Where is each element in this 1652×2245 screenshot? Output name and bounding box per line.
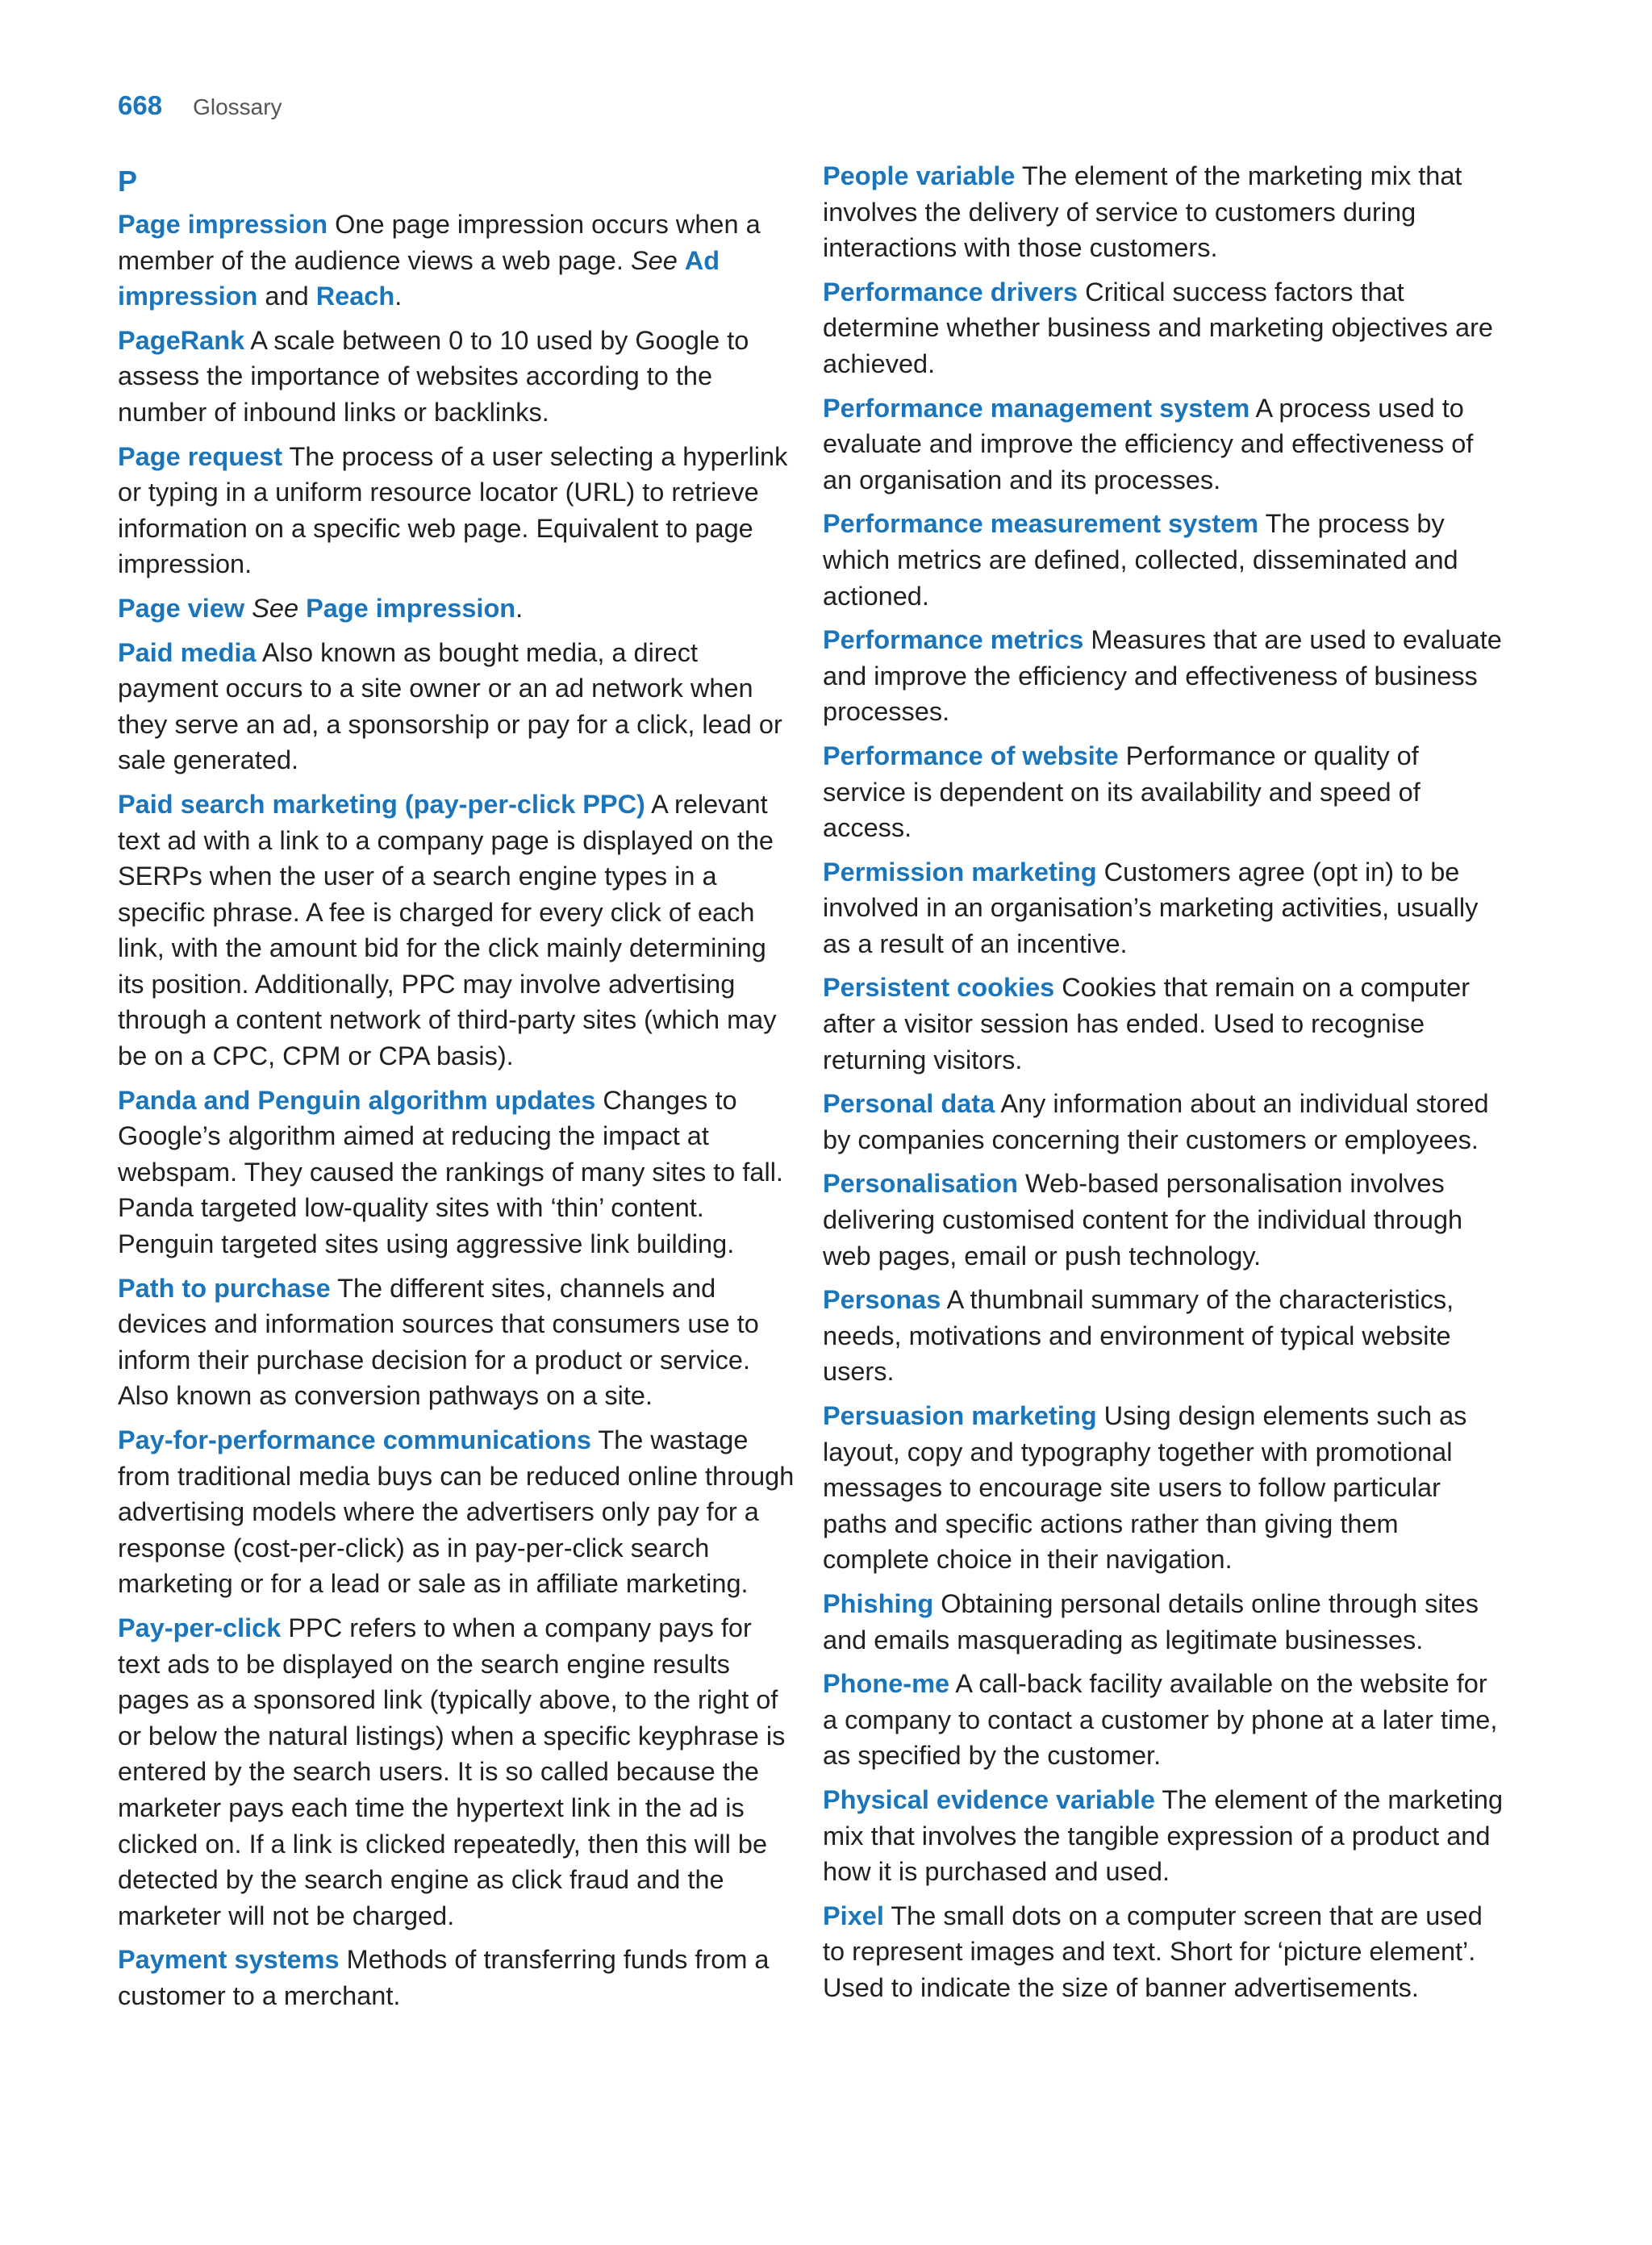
glossary-definition: Performance or quality of service is dependent on its availability and speed of access. (823, 741, 1420, 843)
glossary-entry (118, 1422, 795, 1602)
glossary-term: Page impression (118, 210, 328, 239)
glossary-entry (118, 635, 795, 778)
glossary-term: Pay-per-click (118, 1613, 282, 1642)
glossary-entry (823, 1898, 1508, 2006)
glossary-definition: The process by which metrics are defined, collected, disseminated and actioned. (823, 509, 1458, 611)
glossary-definition: The wastage from traditional media buys can be reduced online through advertising models where the advertisers only pay for a response (cost-per-click) as in pay-per-click search marketing or for a lead or sale as in affiliate marketing. (118, 1425, 795, 1599)
glossary-entry (823, 1666, 1508, 1774)
glossary-term: Payment systems (118, 1945, 340, 1975)
glossary-term: Paid search marketing (pay-per-click PPC) (118, 789, 645, 819)
glossary-entry (823, 1166, 1508, 1274)
glossary-definition: Cookies that remain on a computer after a visitor session has ended. Used to recognise returning visitors. (823, 973, 1471, 1075)
glossary-entry (823, 854, 1508, 962)
glossary-definition: The small dots on a computer screen that are used to represent images and text. Short for ‘picture element’. Used to indicate the size of banner advertisements. (823, 1901, 1483, 2002)
glossary-term: Persuasion marketing (823, 1401, 1097, 1430)
left-column (118, 158, 795, 2022)
glossary-definition: Obtaining personal details online through sites and emails masquerading as legitimate businesses. (823, 1588, 1479, 1655)
glossary-term: Personalisation (823, 1169, 1019, 1199)
glossary-definition: A thumbnail summary of the characteristics, needs, motivations and environment of typical website users. (823, 1285, 1454, 1387)
glossary-entry (118, 787, 795, 1075)
glossary-term: Performance of website (823, 741, 1119, 770)
glossary-term: Performance management system (823, 393, 1250, 423)
glossary-term: Personas (823, 1285, 941, 1315)
glossary-term: Pixel (823, 1901, 884, 1930)
cross-reference: Page impression (306, 593, 516, 623)
glossary-term: Physical evidence variable (823, 1784, 1155, 1814)
glossary-definition: A call-back facility available on the website for a company to contact a customer by phone at a later time, as specified by the customer. (823, 1669, 1498, 1771)
right-column (823, 158, 1508, 2014)
glossary-definition: One page impression occurs when a member of the audience views a web page. (118, 210, 761, 275)
glossary-term: PageRank (118, 325, 245, 355)
glossary-definition: The process of a user selecting a hyperlink or typing in a uniform resource locator (URL) to retrieve information on a specific web page. Equivalent to page impression. (118, 441, 788, 579)
punctuation: . (394, 282, 403, 311)
section-letter: P (118, 165, 138, 198)
glossary-entry (823, 1586, 1508, 1658)
glossary-definition: The element of the marketing mix that involves the delivery of service to customers during interactions with those customers. (823, 161, 1462, 263)
glossary-entry (823, 274, 1508, 382)
glossary-term: People variable (823, 161, 1016, 190)
glossary-definition: A scale between 0 to 10 used by Google to assess the importance of websites according to the number of inbound links or backlinks. (118, 325, 749, 427)
glossary-entry (823, 506, 1508, 614)
glossary-definition: A relevant text ad with a link to a company page is displayed on the SERPs when the user of a search engine types in a specific phrase. A fee is charged for every click of each link, with the amount bid for the click mainly determining its position. Additionally, PPC may involve advertising through a content network of third-party sites (which may be on a CPC, CPM or CPA basis). (118, 789, 777, 1071)
glossary-entry (118, 1083, 795, 1262)
glossary-term: Page view (118, 593, 245, 623)
punctuation: . (515, 593, 524, 623)
glossary-definition: Customers agree (opt in) to be involved in an organisation’s marketing activities, usually as a result of an incentive. (823, 857, 1479, 958)
glossary-definition: A process used to evaluate and improve the efficiency and effectiveness of an organisation and its processes. (823, 393, 1474, 494)
glossary-entry (823, 1086, 1508, 1158)
running-title: Glossary (193, 94, 282, 119)
glossary-entry (118, 1942, 795, 2013)
glossary-term: Permission marketing (823, 857, 1097, 887)
glossary-term: Page request (118, 441, 283, 471)
glossary-term: Performance measurement system (823, 509, 1259, 539)
page-header (118, 90, 282, 131)
glossary-entry (823, 1282, 1508, 1390)
glossary-definition: Any information about an individual stored by companies concerning their customers or employees. (823, 1089, 1489, 1154)
glossary-entry (823, 738, 1508, 846)
glossary-entry (823, 158, 1508, 266)
glossary-entry (118, 439, 795, 582)
glossary-term: Paid media (118, 637, 257, 667)
see-also-label: See (630, 245, 678, 275)
glossary-definition: The element of the marketing mix that involves the tangible expression of a product and how it is purchased and used. (823, 1784, 1504, 1887)
glossary-definition: Measures that are used to evaluate and improve the efficiency and effectiveness of business processes. (823, 625, 1502, 727)
glossary-definition: Methods of transferring funds from a customer to a merchant. (118, 1945, 770, 2010)
glossary-term: Panda and Penguin algorithm updates (118, 1085, 596, 1115)
glossary-entry (118, 1271, 795, 1414)
glossary-term: Pay-for-performance communications (118, 1425, 591, 1454)
glossary-term: Personal data (823, 1089, 995, 1119)
cross-reference: Ad impression (118, 245, 720, 311)
glossary-term: Performance drivers (823, 277, 1078, 307)
glossary-entry (823, 622, 1508, 730)
glossary-definition: The different sites, channels and devices and information sources that consumers use to inform their purchase decision for a product or service. Also known as conversion pathways on a site. (118, 1273, 759, 1411)
cross-reference: Reach (315, 282, 395, 311)
glossary-term: Persistent cookies (823, 973, 1055, 1003)
glossary-definition: Critical success factors that determine whether business and marketing objectives are achieved. (823, 277, 1494, 378)
glossary-definition: PPC refers to when a company pays for text ads to be displayed on the search engine results pages as a sponsored link (typically above, to the right of or below the natural listings) when a specific keyphrase is entered by the search users. It is so called because the marketer pays each time the hypertext link in the ad is clicked on. If a link is clicked repeatedly, then this will be detected by the search engine as click fraud and the marketer will not be charged. (118, 1613, 786, 1930)
see-also-label: See (244, 593, 307, 623)
glossary-entry (118, 323, 795, 431)
glossary-definition: Using design elements such as layout, copy and typography together with promotional messages to encourage site users to follow particular paths and specific actions rather than giving them complete choice in their navigation. (823, 1401, 1467, 1575)
glossary-term: Performance metrics (823, 625, 1084, 655)
glossary-entry (118, 1610, 795, 1934)
conjunction: and (257, 282, 316, 311)
glossary-entry (823, 390, 1508, 499)
glossary-term: Path to purchase (118, 1273, 331, 1303)
glossary-entry (118, 207, 795, 315)
glossary-definition: Web-based personalisation involves delivering customised content for the individual through web pages, email or push technology. (823, 1169, 1463, 1271)
page-number: 668 (118, 90, 163, 120)
glossary-entry (823, 970, 1508, 1078)
glossary-entry (823, 1398, 1508, 1578)
glossary-term: Phishing (823, 1588, 934, 1618)
glossary-definition: Also known as bought media, a direct payment occurs to a site owner or an ad network when they serve an ad, a sponsorship or pay for a click, lead or sale generated. (118, 637, 782, 775)
glossary-definition: Changes to Google’s algorithm aimed at reducing the impact at webspam. They caused the rankings of many sites to fall. Panda targeted low-quality sites with ‘thin’ content. Penguin targeted sites using aggressive link building. (118, 1085, 783, 1259)
glossary-term: Phone-me (823, 1669, 950, 1699)
glossary-entry (823, 1782, 1508, 1890)
glossary-entry (118, 590, 795, 627)
